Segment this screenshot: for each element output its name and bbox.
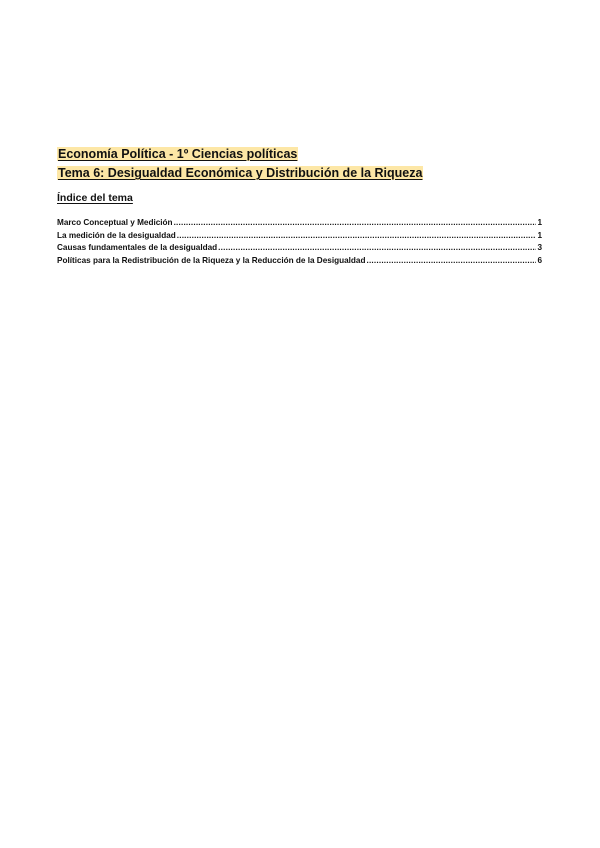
toc-dot-leader [218, 242, 536, 253]
toc-dot-leader [177, 230, 536, 241]
toc-dot-leader [174, 217, 536, 228]
toc-item-label: Marco Conceptual y Medición [57, 218, 173, 227]
course-title-text: Economía Política - 1º Ciencias políticas [58, 147, 298, 161]
topic-title-text: Tema 6: Desigualdad Económica y Distribución de la Riqueza [58, 166, 423, 180]
toc-item-medicion-desigualdad[interactable] [57, 230, 542, 241]
toc-item-label: Causas fundamentales de la desigualdad [57, 243, 218, 252]
toc-item-marco-conceptual[interactable] [57, 217, 542, 228]
toc-item-politicas-redistribucion[interactable] [57, 255, 542, 266]
topic-title [57, 165, 542, 182]
toc-item-label: Políticas para la Redistribución de la Riqueza y la Reducción de la Desigualdad [57, 255, 366, 265]
toc-page-number: 6 [537, 255, 542, 265]
toc-page-number: 3 [537, 243, 542, 252]
document-content [57, 146, 542, 267]
toc-item-label: La medición de la desigualdad [57, 230, 176, 240]
table-of-contents [57, 217, 542, 266]
toc-dot-leader [366, 255, 536, 266]
index-heading: Índice del tema [57, 192, 133, 204]
toc-page-number: 1 [537, 230, 542, 240]
toc-item-causas-fundamentales[interactable] [57, 242, 542, 253]
toc-page-number: 1 [537, 218, 542, 227]
course-title [57, 146, 542, 163]
